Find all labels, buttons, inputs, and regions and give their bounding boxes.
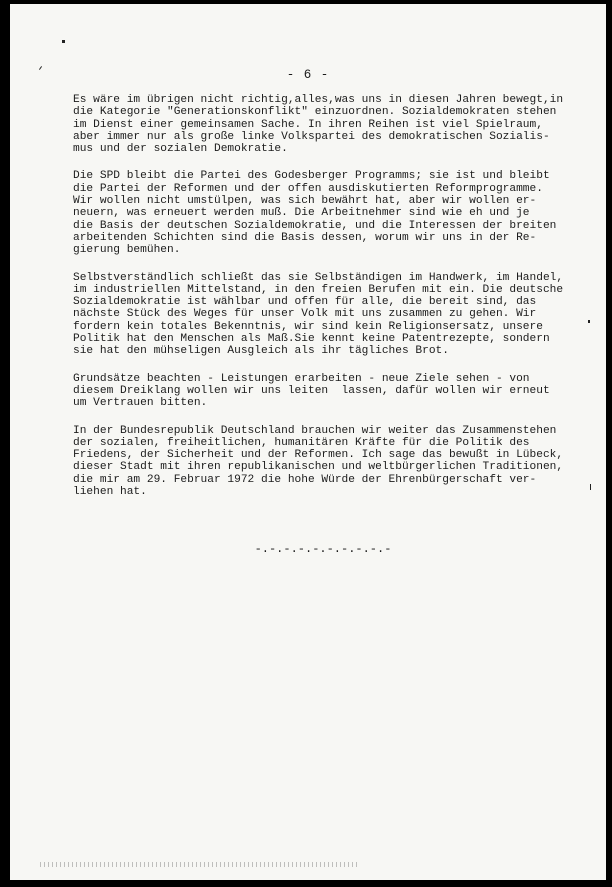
paragraph [73, 170, 593, 256]
text-line: In der Bundesrepublik Deutschland brauchen wir weiter das Zusammenstehen [73, 424, 557, 437]
text-line: Selbstverständlich schließt das sie Selbständigen im Handwerk, im Handel, [73, 271, 564, 284]
scan-noise [40, 862, 360, 867]
text-line: dieser Stadt mit ihren republikanischen und weltbürgerlichen Traditionen, [73, 461, 564, 474]
text-line: die Kategorie "Generationskonflikt" einzuordnen. Sozialdemokraten stehen [73, 106, 557, 119]
paragraph [73, 94, 593, 155]
text-line: die mir am 29. Februar 1972 die hohe Würde der Ehrenbürgerschaft ver- [73, 473, 537, 486]
end-separator: -.-.-.-.-.-.-.-.-.- [254, 542, 392, 556]
page-number: - 6 - [286, 68, 330, 82]
text-line: die Basis der deutschen Sozialdemokratie, und die Interessen der breiten [73, 219, 557, 232]
paragraph [73, 272, 593, 358]
text-line: sie hat den mühseligen Ausgleich als ihr tägliches Brot. [73, 345, 449, 358]
text-line: der sozialen, freiheitlichen, humanitären Kräfte für die Politik des [73, 436, 530, 449]
text-line: aber immer nur als große linke Volkspartei des demokratischen Sozialis- [73, 130, 550, 143]
paragraph [73, 425, 593, 499]
text-line: um Vertrauen bitten. [73, 397, 208, 410]
text-line: Politik hat den Menschen als Maß.Sie kennt keine Patentrezepte, sondern [73, 333, 550, 346]
margin-mark [62, 40, 65, 43]
text-line: Sozialdemokratie ist wählbar und offen für alle, die bereit sind, das [73, 296, 537, 309]
text-line: liehen hat. [73, 486, 147, 499]
text-line: nächste Stück des Weges für unser Volk mit uns zusammen zu gehen. Wir [73, 308, 537, 321]
body-text [73, 94, 593, 513]
text-line: arbeitenden Schichten sind die Basis dessen, worum wir uns in der Re- [73, 231, 537, 244]
text-line: Die SPD bleibt die Partei des Godesberger Programms; sie ist und bleibt [73, 170, 550, 183]
text-line: fordern kein totales Bekenntnis, wir sind kein Religionsersatz, unsere [73, 320, 543, 333]
text-line: Friedens, der Sicherheit und der Reformen. Ich sage das bewußt in Lübeck, [73, 449, 564, 462]
text-line: gierung bemühen. [73, 244, 181, 257]
text-line: die Partei der Reformen und der offen ausdiskutierten Reformprogramme. [73, 182, 543, 195]
text-line: diesem Dreiklang wollen wir uns leiten lassen, dafür wollen wir erneut [73, 384, 550, 397]
text-line: im Dienst einer gemeinsamen Sache. In ihren Reihen ist viel Spielraum, [73, 118, 543, 131]
text-line: Wir wollen nicht umstülpen, was sich bewährt hat, aber wir wollen er- [73, 195, 537, 208]
text-line: Grundsätze beachten - Leistungen erarbeiten - neue Ziele sehen - von [73, 372, 530, 385]
text-line: im industriellen Mittelstand, in den freien Berufen mit ein. Die deutsche [73, 283, 564, 296]
text-line: mus und der sozialen Demokratie. [73, 143, 288, 156]
text-line: neuern, was erneuert werden muß. Die Arbeitnehmer sind wie eh und je [73, 207, 530, 220]
document-page [10, 4, 606, 880]
paragraph [73, 373, 593, 410]
text-line: Es wäre im übrigen nicht richtig,alles,was uns in diesen Jahren bewegt,in [73, 94, 564, 106]
